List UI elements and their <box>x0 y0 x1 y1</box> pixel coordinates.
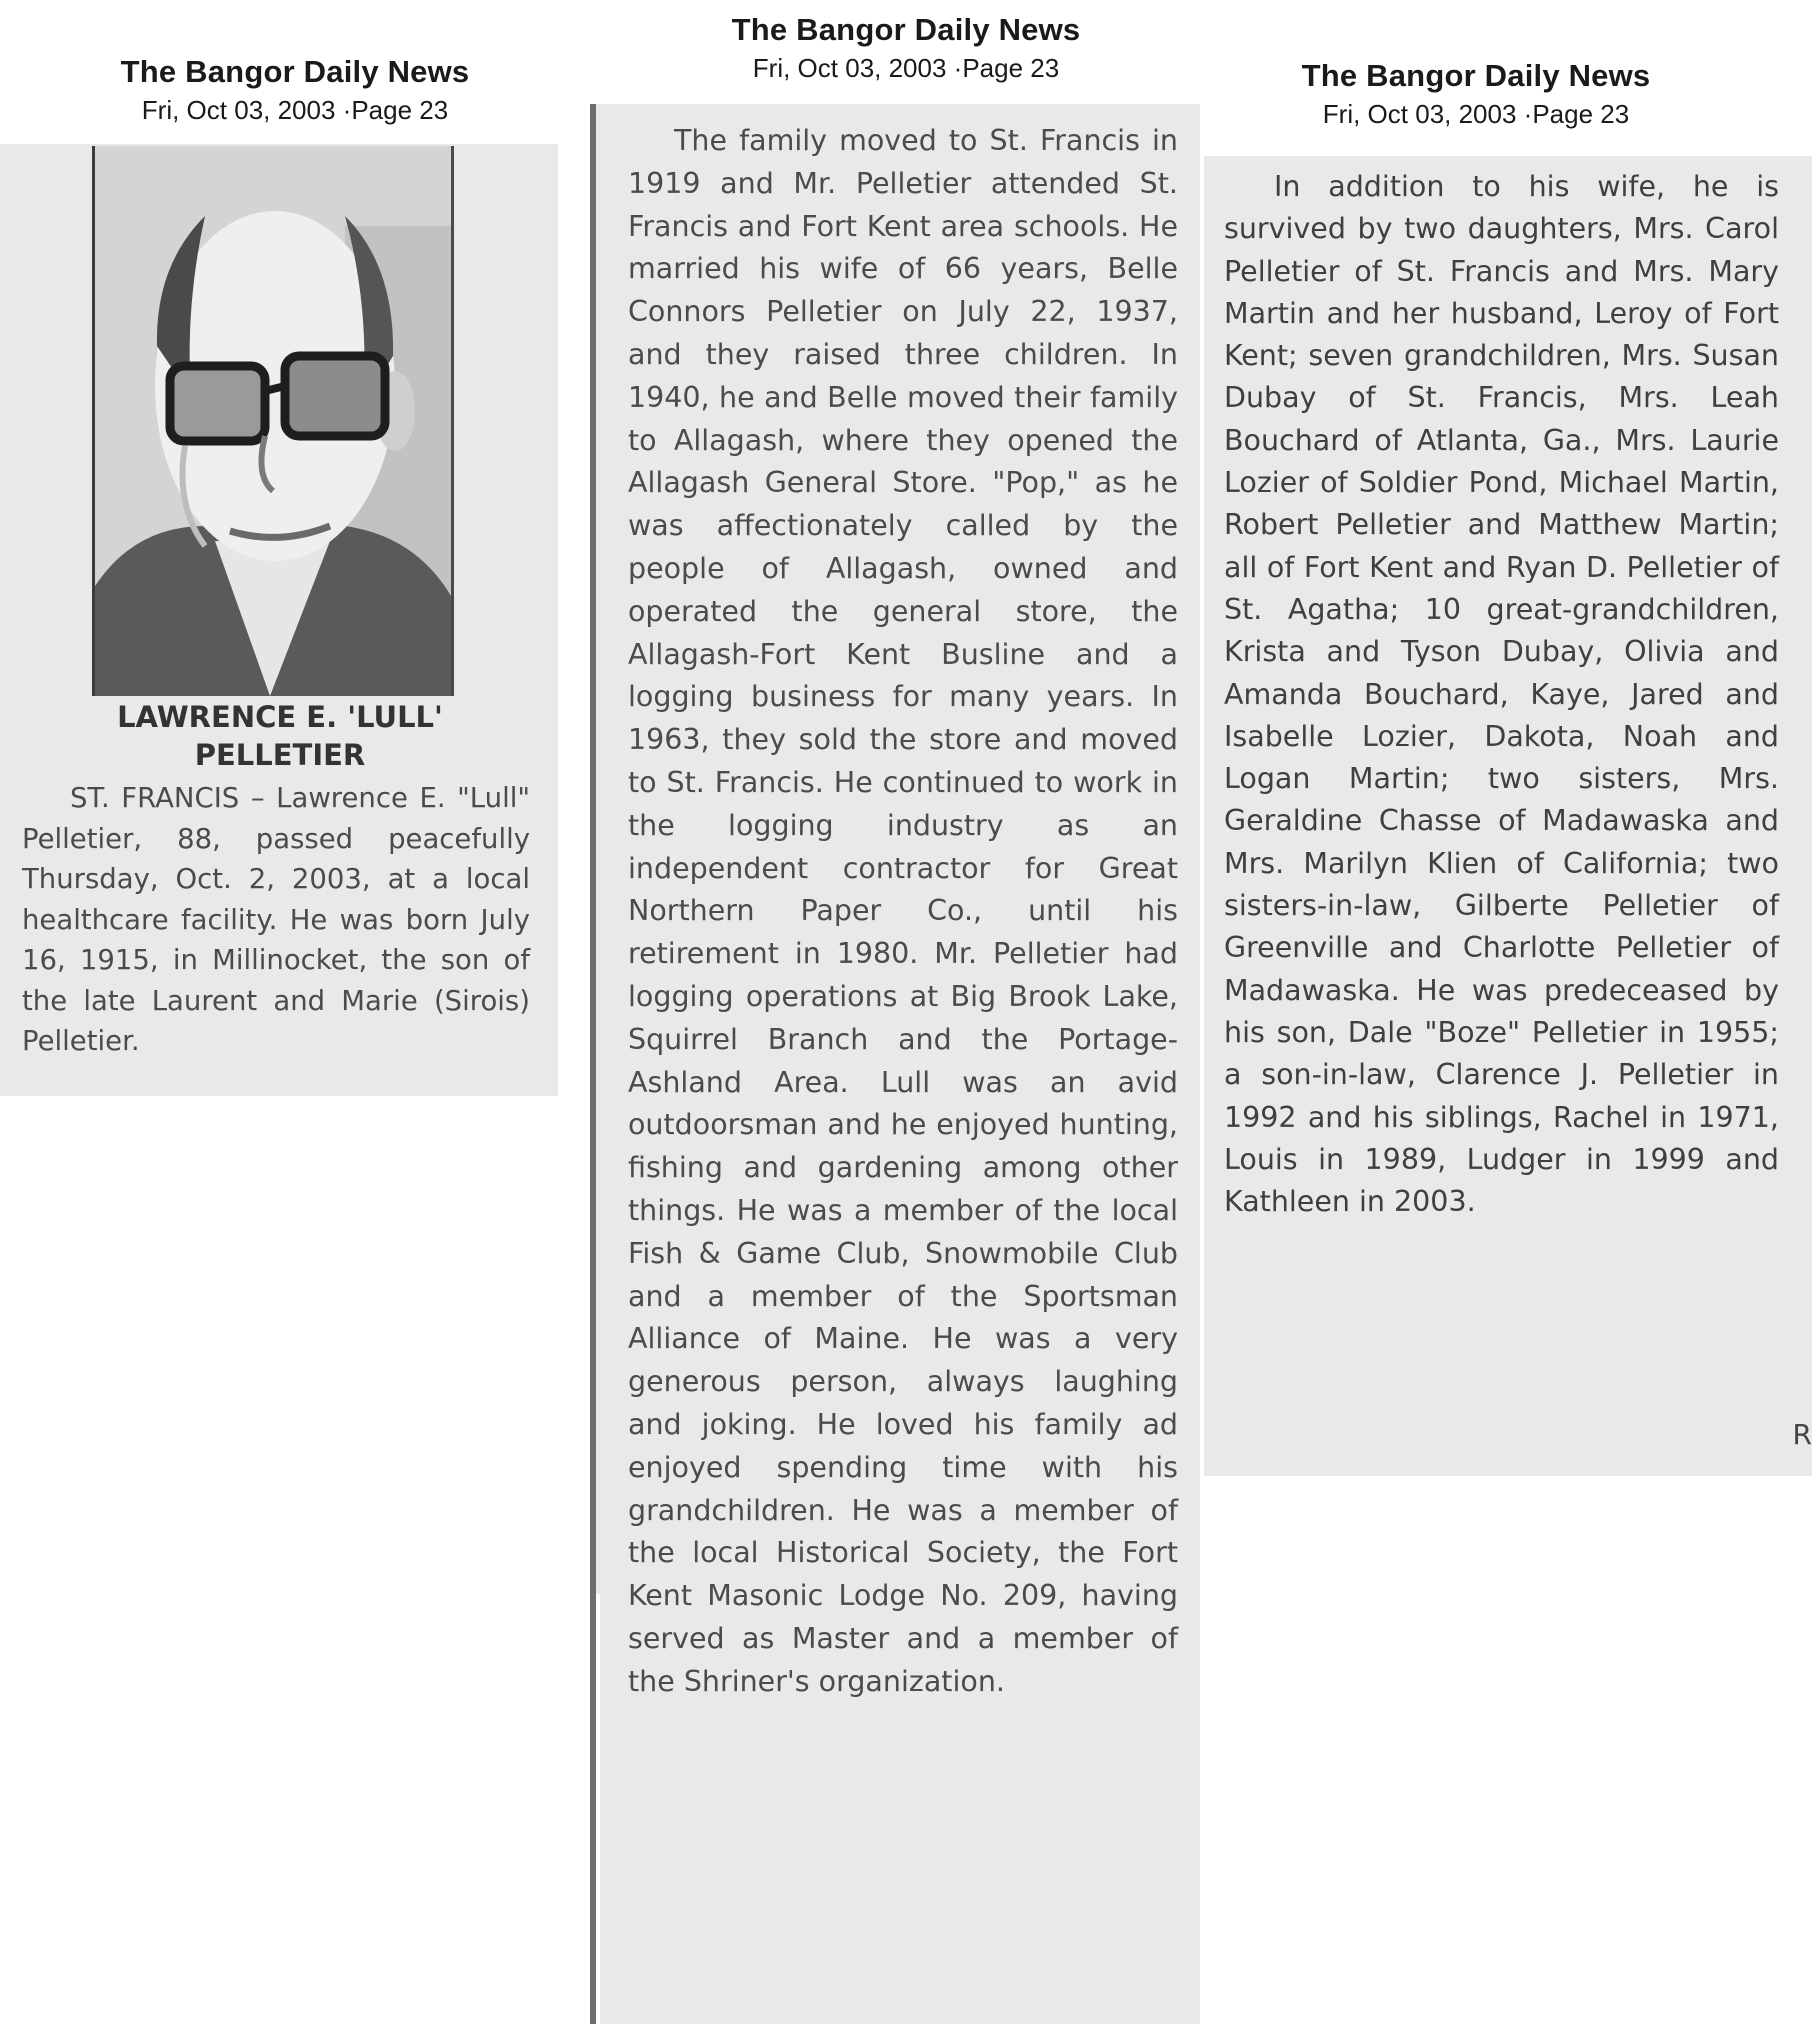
clipping-3-header <box>1202 56 1750 132</box>
publication-date: Fri, Oct 03, 2003 ·Page 23 <box>1322 99 1630 129</box>
clipping-3 <box>1204 156 1812 1476</box>
newspaper-title: The Bangor Daily News <box>1301 58 1651 93</box>
clipping-cut-strip <box>590 1594 600 2024</box>
newspaper-title: The Bangor Daily News <box>120 54 470 89</box>
adjacent-column-letter: R <box>1792 1418 1812 1451</box>
clipping-2 <box>590 104 1200 2024</box>
publication-date: Fri, Oct 03, 2003 ·Page 23 <box>141 95 449 125</box>
obituary-biography-text: The family moved to St. Francis in 1919 and Mr. Pelletier attended St. Francis and Fort Kent area schools. He married his wife of 66 years, Belle Connors Pelletier on July 22, 1937, and they raised three children. In 1940, he and Belle moved their family to Allagash, where they opened the Allagash General Store. "Pop," as he was affectionately called by the people of Allagash, owned and operated the general store, the Allagash-Fort Kent Busline and a logging business for many years. In 1963, they sold the store and moved to St. Francis. He continued to work in the logging industry as an independent contractor for Great Northern Paper Co., until his retirement in 1980. Mr. Pelletier had logging operations at Big Brook Lake, Squirrel Branch and the Portage-Ashland Area. Lull was an avid outdoorsman and he enjoyed hunting, fishing and gardening among other things. He was a member of the local Fish & Game Club, Snowmobile Club and a member of the Sportsman Alliance of Maine. He was a very generous person, always laughing and joking. He loved his family ad enjoyed spending time with his grandchildren. He was a member of the local Historical Society, the Fort Kent Masonic Lodge No. 209, having served as Master and a member of the Shriner's organization. <box>628 124 1178 1698</box>
newspaper-title: The Bangor Daily News <box>731 12 1081 47</box>
clipping-2-header <box>590 10 1222 86</box>
clipping-1 <box>0 144 558 1096</box>
photo-caption-line-2: PELLETIER <box>194 738 366 772</box>
portrait-photo <box>92 146 454 696</box>
obituary-intro-text: ST. FRANCIS – Lawrence E. "Lull" Pelletier, 88, passed peacefully Thursday, Oct. 2, 2003, at a local healthcare facility. He was born July 16, 1915, in Millinocket, the son of the late Laurent and Marie (Sirois) Pelletier. <box>22 782 530 1057</box>
obituary-survivors-text: In addition to his wife, he is survived by two daughters, Mrs. Carol Pelletier of St. Francis and Mrs. Mary Martin and her husband, Leroy of Fort Kent; seven grandchildren, Mrs. Susan Dubay of St. Francis, Mrs. Leah Bouchard of Atlanta, Ga., Mrs. Laurie Lozier of Soldier Pond, Michael Martin, Robert Pelletier and Matthew Martin; all of Fort Kent and Ryan D. Pelletier of St. Agatha; 10 great-grandchildren, Krista and Tyson Dubay, Olivia and Amanda Bouchard, Kaye, Jared and Isabelle Lozier, Dakota, Noah and Logan Martin; two sisters, Mrs. Geraldine Chasse of Madawaska and Mrs. Marilyn Klien of California; two sisters-in-law, Gilberte Pelletier of Greenville and Charlotte Pelletier of Madawaska. He was predeceased by his son, Dale "Boze" Pelletier in 1955; a son-in-law, Clarence J. Pelletier in 1992 and his siblings, Rachel in 1971, Louis in 1989, Ludger in 1999 and Kathleen in 2003. <box>1224 170 1779 1219</box>
clipping-1-header <box>0 52 590 128</box>
photo-caption-line-1: LAWRENCE E. 'LULL' <box>117 700 443 734</box>
publication-date: Fri, Oct 03, 2003 ·Page 23 <box>752 53 1060 83</box>
